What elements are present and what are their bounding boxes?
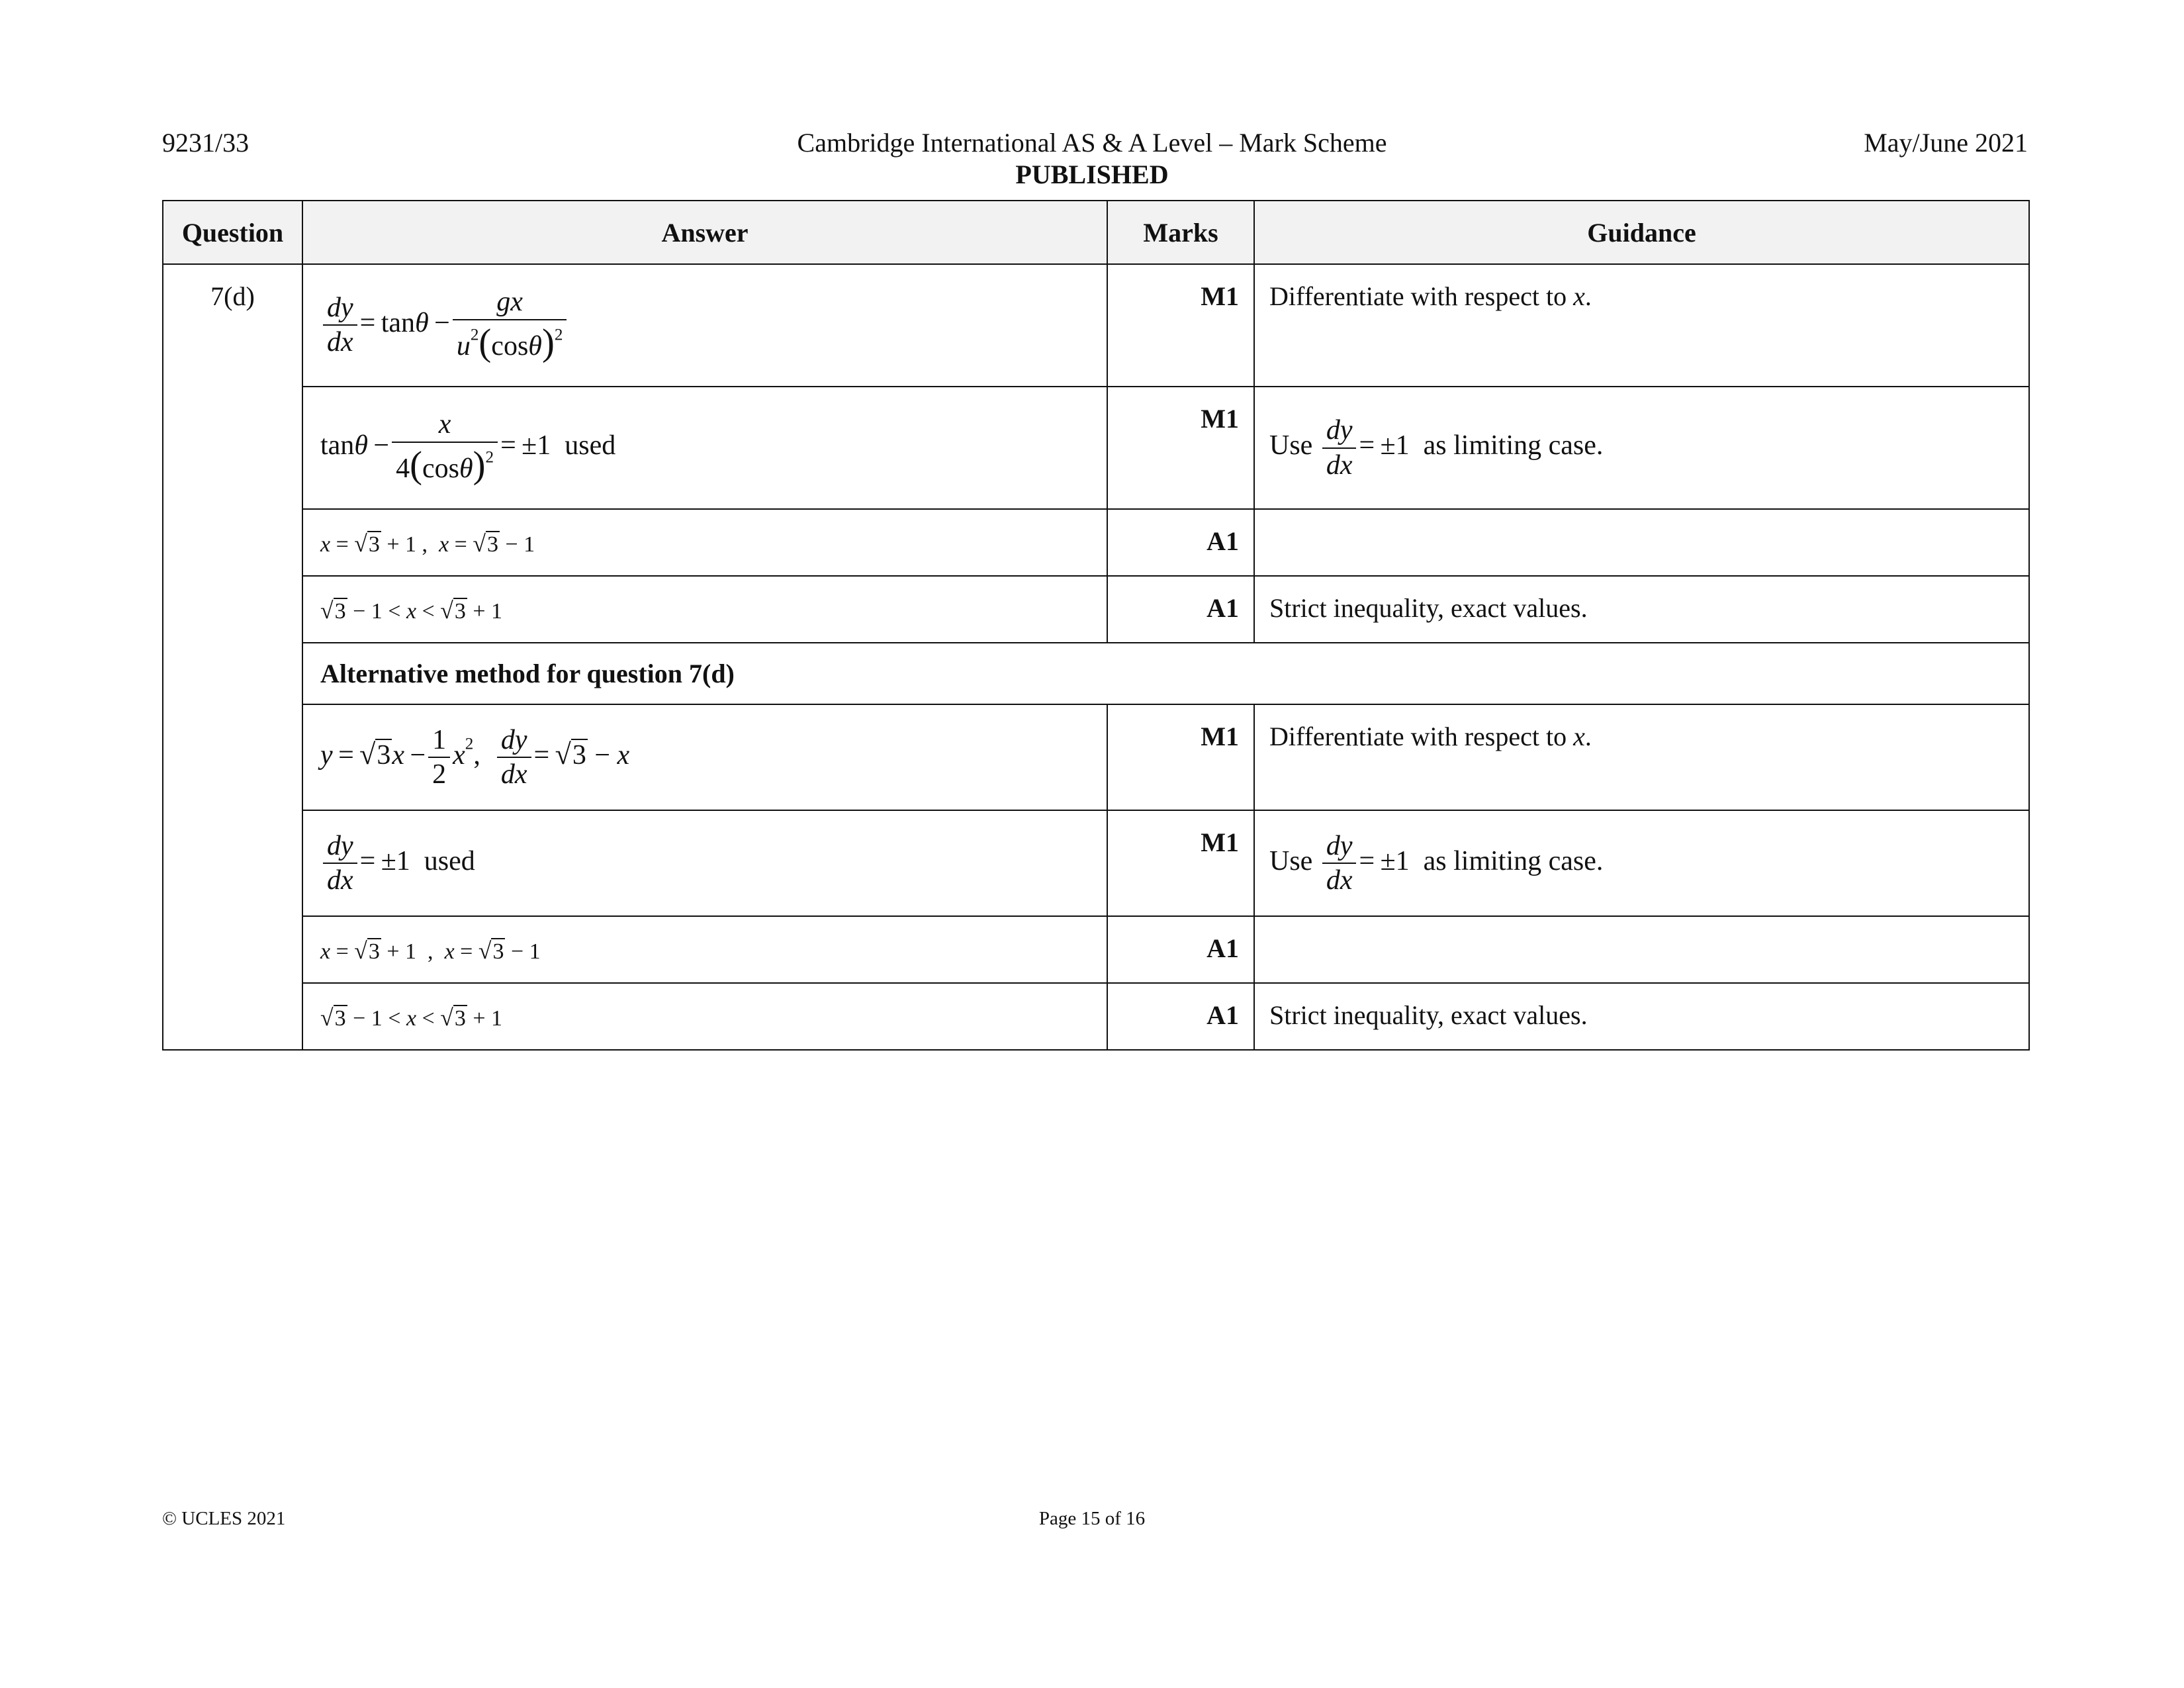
alt-method-row xyxy=(163,643,2029,704)
guidance-text: Differentiate with respect to x. xyxy=(1269,722,1592,751)
answer-formula: x = √3 + 1 , x = √3 − 1 xyxy=(320,530,535,557)
guidance-cell xyxy=(1254,704,2029,810)
table-row xyxy=(163,264,2029,387)
table-row xyxy=(163,810,2029,916)
guidance-cell xyxy=(1254,264,2029,387)
mark: A1 xyxy=(1107,916,1254,983)
exam-session: May/June 2021 xyxy=(1864,128,2028,158)
answer-formula: $\frac{dy}{dx}$ = tanθ − $\frac{gx}{u^2(\cos\theta)^2}$ xyxy=(320,308,569,338)
answer-cell xyxy=(302,704,1107,810)
answer-formula: tanθ − $\frac{x}{4(\cos\theta)^2}$ = ±1 used xyxy=(320,409,616,486)
answer-formula: y = √3x − $\frac{1}{2}$ $x^2$, $\frac{dy}{dx}$ = √3 − x xyxy=(320,724,630,790)
answer-cell xyxy=(302,576,1107,643)
guidance-cell xyxy=(1254,810,2029,916)
mark-scheme-table xyxy=(162,200,2030,1051)
column-header-question: Question xyxy=(163,201,302,264)
table-row xyxy=(163,704,2029,810)
guidance-text: Differentiate with respect to x. xyxy=(1269,281,1592,311)
answer-formula: √3 − 1 < x < √3 + 1 xyxy=(320,1004,503,1031)
mark: M1 xyxy=(1107,387,1254,509)
column-header-marks: Marks xyxy=(1107,201,1254,264)
mark: A1 xyxy=(1107,983,1254,1050)
table-row xyxy=(163,983,2029,1050)
guidance-cell xyxy=(1254,509,2029,576)
copyright: © UCLES 2021 xyxy=(162,1508,286,1529)
answer-formula: x = √3 + 1 , x = √3 − 1 xyxy=(320,937,541,964)
guidance-text: Use $\frac{dy}{dx}$ = ±1 as limiting case. xyxy=(1269,415,1604,481)
answer-formula: √3 − 1 < x < √3 + 1 xyxy=(320,597,503,624)
mark: M1 xyxy=(1107,264,1254,387)
guidance-text: Use $\frac{dy}{dx}$ = ±1 as limiting case. xyxy=(1269,830,1604,896)
answer-cell xyxy=(302,387,1107,509)
answer-cell xyxy=(302,916,1107,983)
page-number: Page 15 of 16 xyxy=(1038,1508,1146,1529)
mark: M1 xyxy=(1107,704,1254,810)
published-label: PUBLISHED xyxy=(1015,160,1169,189)
table-header-row xyxy=(163,201,2029,264)
alt-method-heading: Alternative method for question 7(d) xyxy=(302,643,2029,704)
answer-cell xyxy=(302,509,1107,576)
guidance-cell xyxy=(1254,916,2029,983)
paper-code: 9231/33 xyxy=(162,128,250,158)
answer-cell xyxy=(302,264,1107,387)
table-row xyxy=(163,916,2029,983)
answer-cell xyxy=(302,810,1107,916)
table-row xyxy=(163,387,2029,509)
mark: A1 xyxy=(1107,509,1254,576)
column-header-guidance: Guidance xyxy=(1254,201,2029,264)
document-title: Cambridge International AS & A Level – Mark Scheme xyxy=(797,128,1387,158)
question-number: 7(d) xyxy=(163,264,302,1050)
table-row xyxy=(163,576,2029,643)
guidance-cell xyxy=(1254,387,2029,509)
column-header-answer: Answer xyxy=(302,201,1107,264)
mark: A1 xyxy=(1107,576,1254,643)
mark: M1 xyxy=(1107,810,1254,916)
answer-formula: $\frac{dy}{dx}$ = ±1 used xyxy=(320,846,475,876)
answer-cell xyxy=(302,983,1107,1050)
guidance-text: Strict inequality, exact values. xyxy=(1254,576,2029,643)
table-row xyxy=(163,509,2029,576)
guidance-text: Strict inequality, exact values. xyxy=(1254,983,2029,1050)
